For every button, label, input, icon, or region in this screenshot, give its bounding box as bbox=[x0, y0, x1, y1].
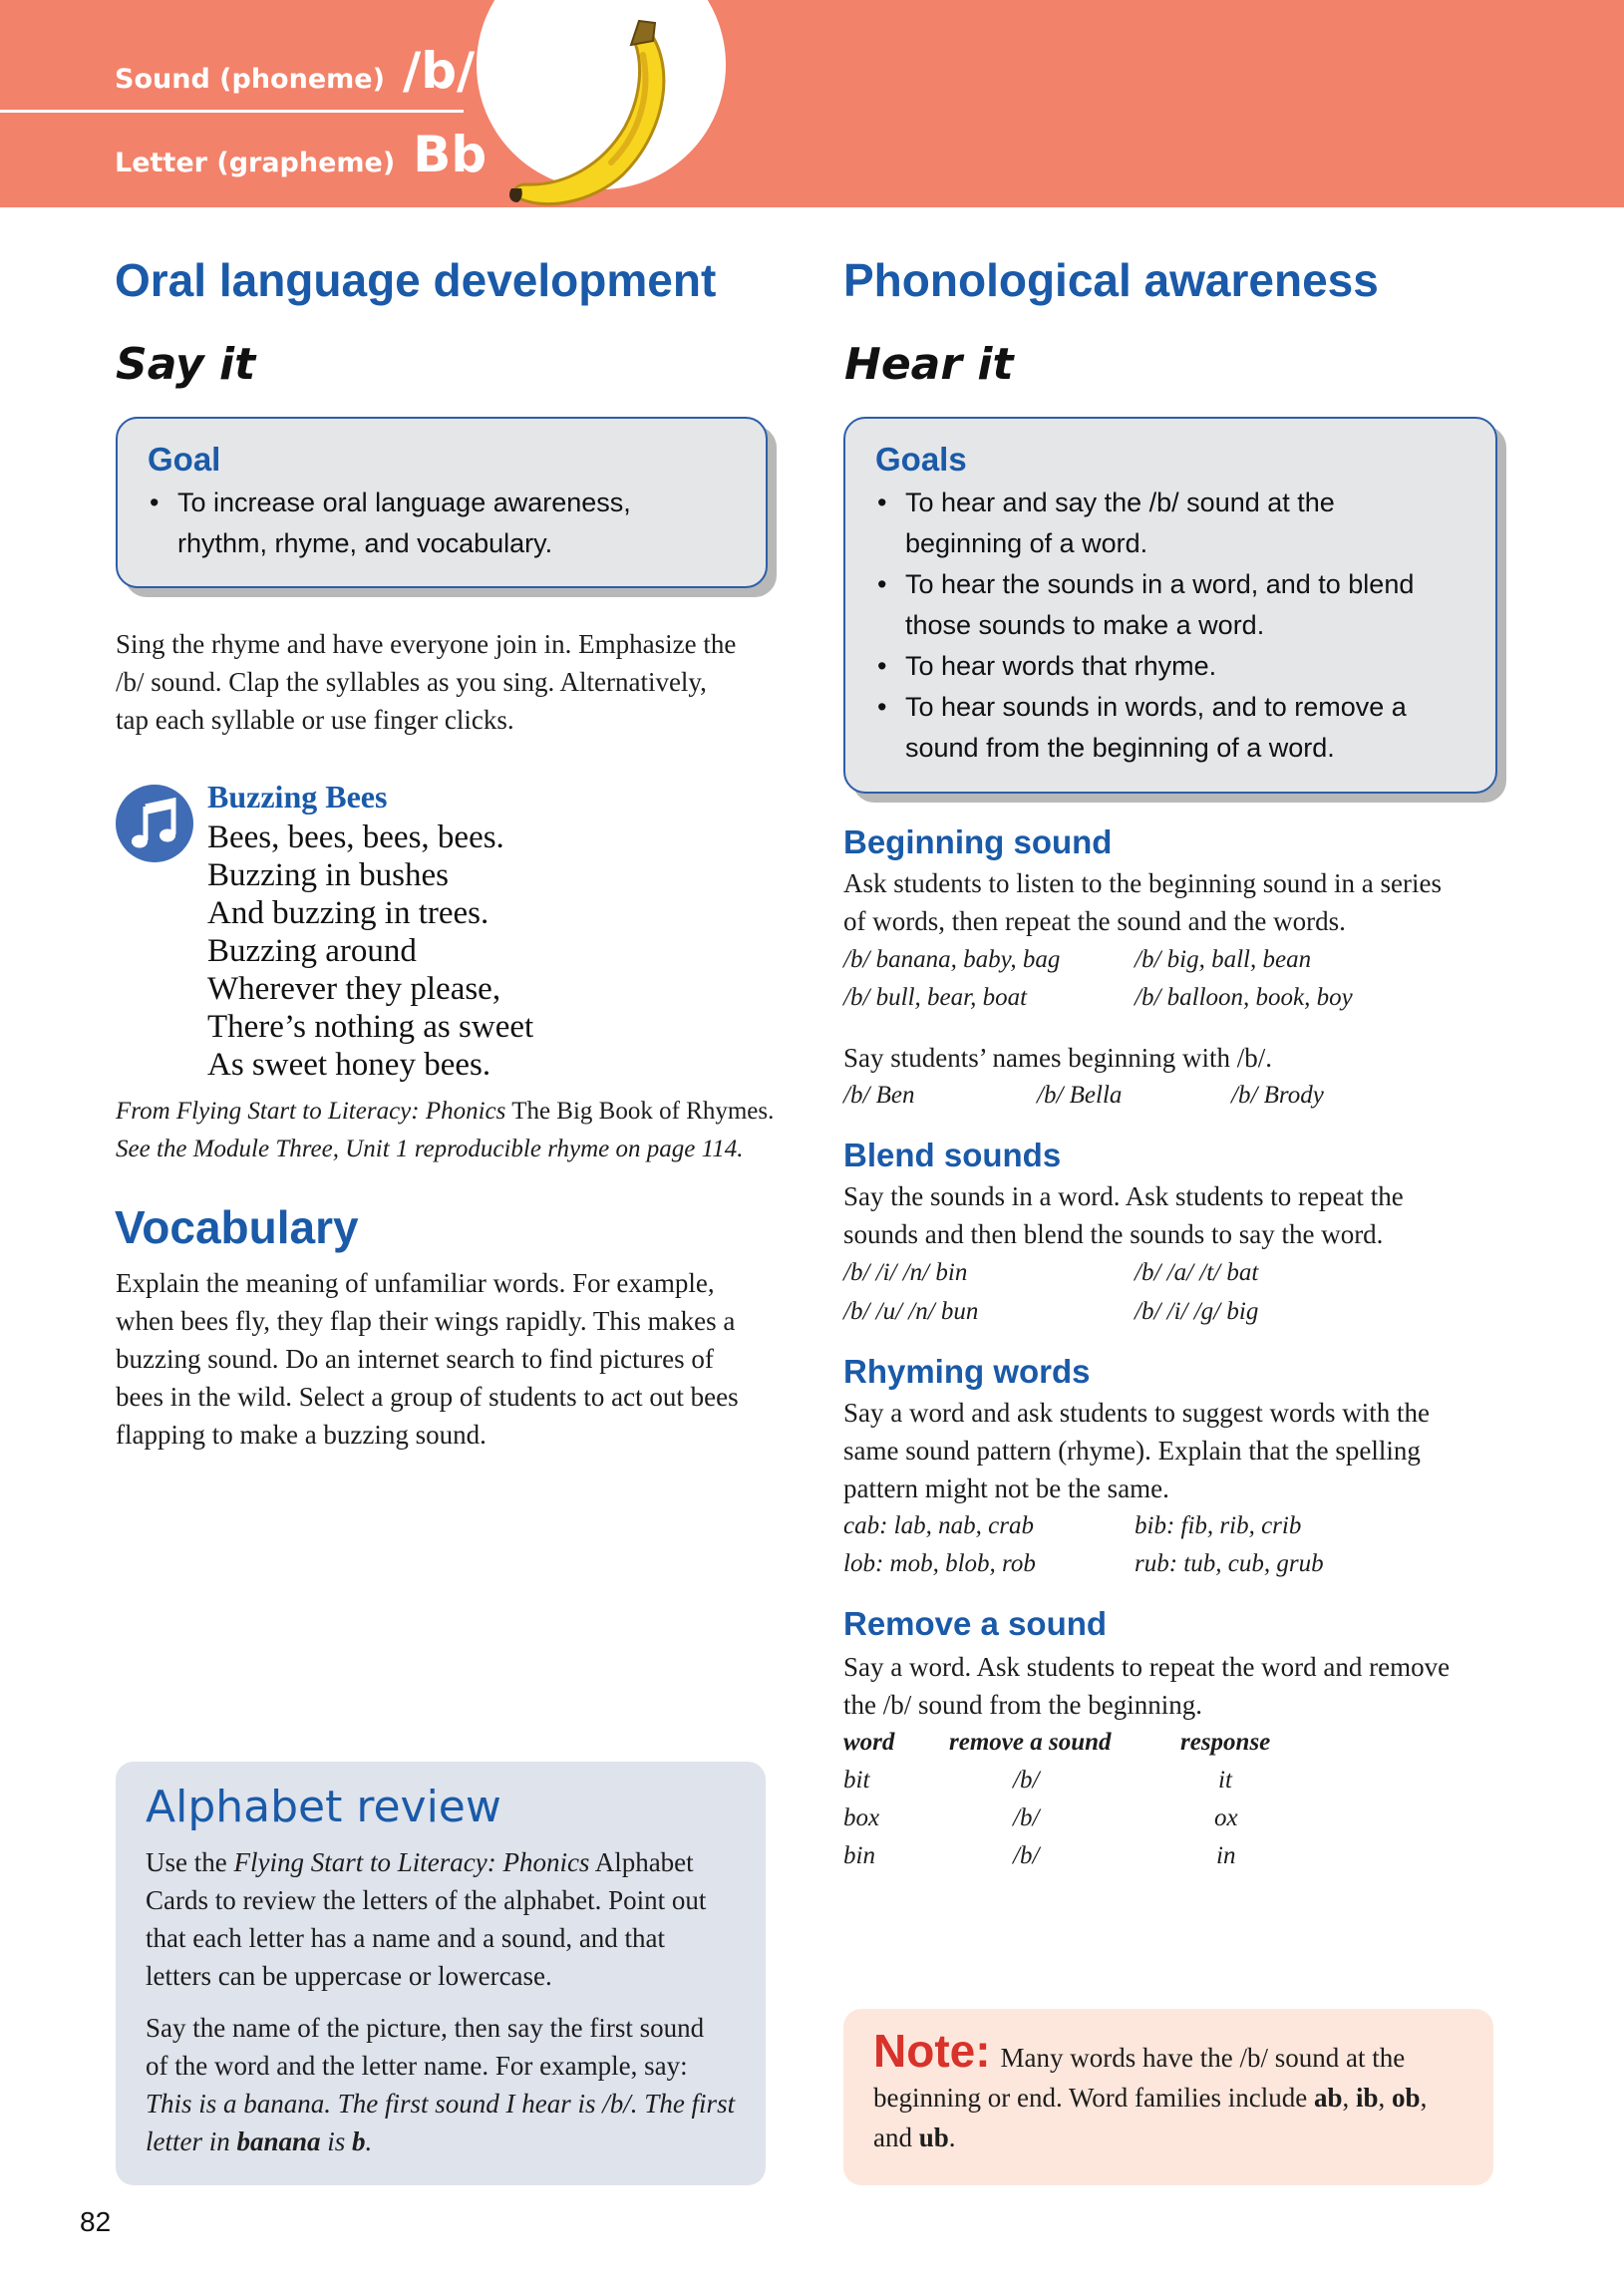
remove-sound-text: Say a word. Ask students to repeat the word and remove the /b/ sound from the beginning. bbox=[843, 1652, 1451, 1720]
table-cell: box bbox=[843, 1804, 880, 1831]
section-title-phonological: Phonological awareness bbox=[843, 254, 1379, 306]
goal-item: • To hear words that rhyme. bbox=[875, 646, 1414, 687]
goal-box bbox=[116, 417, 768, 588]
goals-title: Goals bbox=[875, 441, 967, 478]
goal-item: • To hear sounds in words, and to remove a sound from the beginning of a word. bbox=[875, 687, 1414, 769]
example-item: /b/ /a/ /t/ bat bbox=[1135, 1259, 1259, 1286]
music-note-icon bbox=[116, 785, 193, 862]
example-item: /b/ balloon, book, boy bbox=[1135, 984, 1353, 1011]
alphabet-review-p1: Use the Flying Start to Literacy: Phonics Alphabet Cards to review the letters of the alphabet. Point out that each letter has a name and a sound, and that letters can be uppercase or lowercase. bbox=[146, 1847, 707, 1991]
rhyme-line: As sweet honey bees. bbox=[207, 1047, 491, 1083]
beginning-sound-title: Beginning sound bbox=[843, 823, 1113, 860]
goal-item: • To increase oral language awareness, rhythm, rhyme, and vocabulary. bbox=[148, 483, 631, 564]
bullet-icon: • bbox=[877, 692, 887, 722]
vocabulary-text: Explain the meaning of unfamiliar words. For example, when bees fly, they flap their wings rapidly. This makes a buzzing sound. Do an internet search to find pictures of bees in the wild. Select a group of students to act out bees flapping to make a buzzing sound. bbox=[116, 1268, 739, 1450]
table-header: word bbox=[843, 1729, 895, 1756]
bullet-icon: • bbox=[877, 569, 887, 599]
rhyme-line: And buzzing in trees. bbox=[207, 895, 489, 931]
blend-sounds-text: Say the sounds in a word. Ask students to repeat the sounds and then blend the sounds to say the word. bbox=[843, 1181, 1404, 1249]
subtitle-say-it: Say it bbox=[116, 339, 256, 390]
goals-list bbox=[875, 483, 1414, 769]
note-box bbox=[843, 2009, 1493, 2185]
note-text: Note: Many words have the /b/ sound at the beginning or end. Word families include ab, ib, ob, and ub. bbox=[873, 2025, 1428, 2152]
vocabulary-title: Vocabulary bbox=[115, 1201, 359, 1253]
example-item: /b/ banana, baby, bag bbox=[843, 946, 1061, 973]
rhyming-words-title: Rhyming words bbox=[843, 1353, 1091, 1390]
remove-sound-title: Remove a sound bbox=[843, 1605, 1108, 1642]
name-item: /b/ Brody bbox=[1231, 1082, 1324, 1109]
goal-title: Goal bbox=[148, 441, 221, 478]
sound-label: Sound (phoneme) bbox=[115, 64, 385, 95]
letter-label: Letter (grapheme) bbox=[115, 148, 396, 178]
rhyme-intro: Sing the rhyme and have everyone join in. Emphasize the /b/ sound. Clap the syllables as you sing. Alternatively, tap each syllable or use finger clicks. bbox=[116, 629, 737, 735]
table-cell: it bbox=[1218, 1767, 1232, 1794]
letter-row bbox=[115, 126, 487, 183]
example-item: /b/ /i/ /g/ big bbox=[1135, 1298, 1259, 1325]
sound-value: /b/ bbox=[402, 42, 476, 100]
bullet-icon: • bbox=[150, 488, 160, 517]
table-cell: /b/ bbox=[1013, 1804, 1040, 1831]
table-cell: in bbox=[1216, 1842, 1236, 1869]
banana-icon bbox=[503, 15, 693, 209]
names-intro: Say students’ names beginning with /b/. bbox=[843, 1043, 1272, 1073]
table-header: remove a sound bbox=[949, 1729, 1112, 1756]
subtitle-hear-it: Hear it bbox=[844, 339, 1014, 390]
table-cell: bin bbox=[843, 1842, 875, 1869]
letter-value: Bb bbox=[413, 126, 487, 183]
example-item: /b/ bull, bear, boat bbox=[843, 984, 1028, 1011]
goal-item: • To hear and say the /b/ sound at the beginning of a word. bbox=[875, 483, 1414, 564]
example-item: lob: mob, blob, rob bbox=[843, 1550, 1036, 1577]
name-item: /b/ Ben bbox=[843, 1082, 915, 1109]
rhyme-title: Buzzing Bees bbox=[207, 779, 388, 815]
page-number: 82 bbox=[80, 2206, 112, 2237]
section-title-oral-language: Oral language development bbox=[115, 254, 717, 306]
alphabet-review-box bbox=[116, 1762, 766, 2185]
table-header: response bbox=[1180, 1729, 1271, 1756]
alphabet-review-title: Alphabet review bbox=[146, 1782, 501, 1832]
note-label: Note: bbox=[873, 2025, 991, 2077]
rhyming-words-text: Say a word and ask students to suggest words with the same sound pattern (rhyme). Explain that the spelling pattern might not be the same. bbox=[843, 1398, 1430, 1503]
rhyme-line: Buzzing in bushes bbox=[207, 857, 449, 893]
example-item: /b/ /i/ /n/ bin bbox=[843, 1259, 968, 1286]
example-item: /b/ big, ball, bean bbox=[1135, 946, 1312, 973]
goal-list bbox=[148, 483, 631, 564]
rhyme-source: From Flying Start to Literacy: Phonics The Big Book of Rhymes. See the Module Three, Unit 1 reproducible rhyme on page 114. bbox=[116, 1098, 775, 1162]
example-item: /b/ /u/ /n/ bun bbox=[843, 1298, 979, 1325]
example-item: bib: fib, rib, crib bbox=[1135, 1512, 1302, 1539]
goals-box bbox=[843, 417, 1497, 794]
bullet-icon: • bbox=[877, 651, 887, 681]
rhyme-lines bbox=[207, 818, 533, 1084]
rhyme-line: Wherever they please, bbox=[207, 971, 501, 1007]
alphabet-review-p2: Say the name of the picture, then say the first sound of the word and the letter name. For example, say: This is a banana. The first sound I hear is /b/. The first letter in banana is b. bbox=[146, 2013, 736, 2156]
beginning-sound-text: Ask students to listen to the beginning sound in a series of words, then repeat the sound and the words. bbox=[843, 868, 1442, 936]
example-item: rub: tub, cub, grub bbox=[1135, 1550, 1324, 1577]
goal-item: • To hear the sounds in a word, and to blend those sounds to make a word. bbox=[875, 564, 1414, 646]
table-cell: /b/ bbox=[1013, 1842, 1040, 1869]
sound-row bbox=[115, 42, 475, 100]
table-cell: ox bbox=[1214, 1804, 1238, 1831]
table-cell: bit bbox=[843, 1767, 870, 1794]
table-cell: /b/ bbox=[1013, 1767, 1040, 1794]
header-divider bbox=[0, 110, 464, 113]
rhyme-line: Buzzing around bbox=[207, 933, 417, 969]
blend-sounds-title: Blend sounds bbox=[843, 1137, 1062, 1173]
example-item: cab: lab, nab, crab bbox=[843, 1512, 1034, 1539]
rhyme-line: There’s nothing as sweet bbox=[207, 1009, 534, 1045]
bullet-icon: • bbox=[877, 488, 887, 517]
rhyme-line: Bees, bees, bees, bees. bbox=[207, 819, 504, 855]
name-item: /b/ Bella bbox=[1037, 1082, 1123, 1109]
